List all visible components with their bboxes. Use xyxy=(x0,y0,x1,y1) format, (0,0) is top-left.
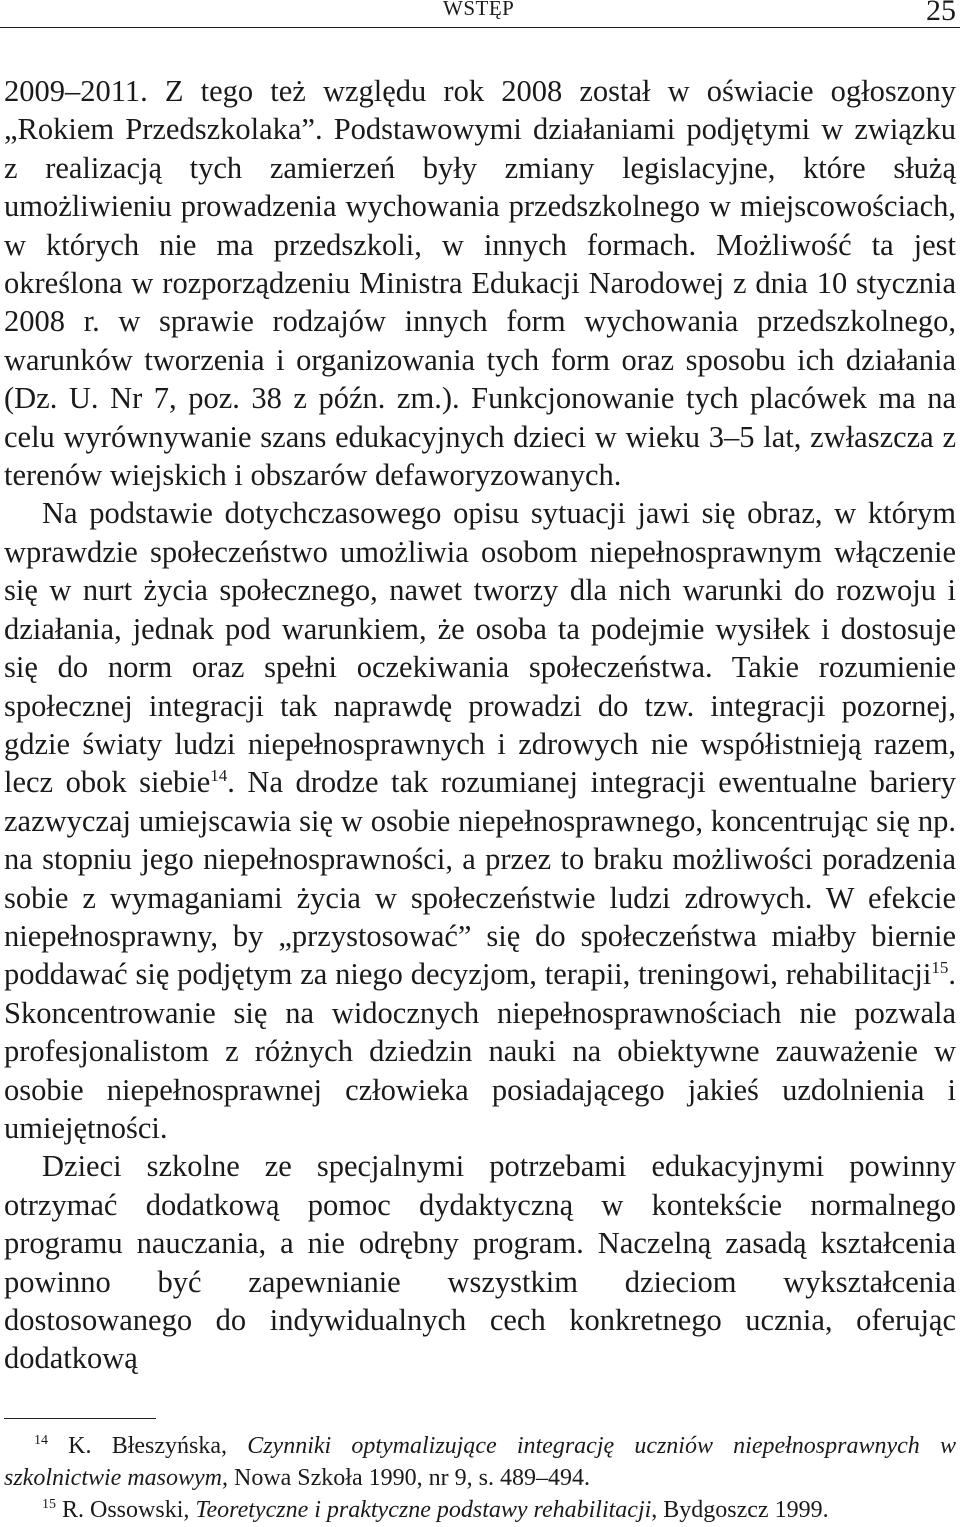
paragraph-3-text: Dzieci szkolne ze specjalnymi potrzebami edukacyjnymi powinny otrzymać dodatkową pomoc dydaktyczną w kontekście normalnego programu nauczania, a nie odrębny program. Naczelną zasadą kształcenia powinno być zapewnianie wszystkim dzieciom wykształcenia dostosowanego do indywidualnych cech konkretnego ucznia, oferując dodatkową xyxy=(4,1149,956,1376)
footnote-15 xyxy=(4,1494,956,1526)
footnote-14-source: , Nowa Szkoła 1990, nr 9, s. 489–494. xyxy=(221,1465,590,1491)
body-text xyxy=(4,72,956,1378)
footnote-14-author: K. Błeszyńska, xyxy=(48,1433,248,1459)
paragraph-2-text-b: . Na drodze tak rozumianej integracji ewentualne bariery zazwyczaj umiejscawia się w osobie niepełnosprawnego, koncentrując się np. na stopniu jego niepełnosprawności, a przez to braku możliwości poradzenia sobie z wymaganiami życia w społeczeństwie ludzi zdrowych. W efekcie niepełnosprawny, by „przystosować” się do społeczeństwa miałby biernie poddawać się podjętym za niego decyzjom, terapii, treningowi, rehabilitacji xyxy=(4,765,956,992)
paragraph-2 xyxy=(4,494,956,1147)
footnote-ref-14[interactable]: 14 xyxy=(210,766,228,786)
footnote-15-mark: 15 xyxy=(42,1497,56,1512)
header-rule xyxy=(0,27,960,28)
paragraph-1 xyxy=(4,72,956,494)
footnote-15-author: R. Ossowski, xyxy=(56,1497,196,1523)
page-number: 25 xyxy=(926,0,956,27)
footnotes xyxy=(4,1430,956,1526)
running-header xyxy=(0,0,960,40)
footnote-ref-15[interactable]: 15 xyxy=(931,958,949,978)
footnote-14 xyxy=(4,1430,956,1494)
running-header-title: WSTĘP xyxy=(443,0,515,20)
footnote-14-mark: 14 xyxy=(34,1433,48,1448)
footnote-15-title: Teoretyczne i praktyczne podstawy rehabilitacji xyxy=(195,1497,652,1523)
paragraph-2-text-c: . Skoncentrowanie się na widocznych niepełnosprawnościach nie pozwala profesjonalistom z różnych dziedzin nauki na obiektywne zauważenie w osobie niepełnosprawnej człowieka posiadającego jakieś uzdolnienia i umiejętności. xyxy=(4,957,956,1145)
paragraph-1-text: 2009–2011. Z tego też względu rok 2008 został w oświacie ogłoszony „Rokiem Przedszkolaka”. Podstawowymi działaniami podjętymi w związku z realizacją tych zamierzeń były zmiany legislacyjne, które służą umożliwieniu prowadzenia wychowania przedszkolnego w miejscowościach, w których nie ma przedszkoli, w innych formach. Możliwość ta jest określona w rozporządzeniu Ministra Edukacji Narodowej z dnia 10 stycznia 2008 r. w sprawie rodzajów innych form wychowania przedszkolnego, warunków tworzenia i organizowania tych form oraz sposobu ich działania (Dz. U. Nr 7, poz. 38 z późn. zm.). Funkcjonowanie tych placówek ma na celu wyrównywanie szans edukacyjnych dzieci w wieku 3–5 lat, zwłaszcza z terenów wiejskich i obszarów defaworyzowanych. xyxy=(4,74,956,493)
footnote-14-title: Czynniki optymalizujące integrację uczniów niepełnosprawnych w szkolnictwie masowym xyxy=(4,1433,956,1491)
footnote-15-source: , Bydgoszcz 1999. xyxy=(651,1497,829,1523)
paragraph-3 xyxy=(4,1147,956,1377)
footnote-rule xyxy=(4,1418,156,1419)
paragraph-2-text-a: Na podstawie dotychczasowego opisu sytuacji jawi się obraz, w którym wprawdzie społeczeństwo umożliwia osobom niepełnosprawnym włączenie się w nurt życia społecznego, nawet tworzy dla nich warunki do rozwoju i działania, jednak pod warunkiem, że osoba ta podejmie wysiłek i dostosuje się do norm oraz spełni oczekiwania społeczeństwa. Takie rozumienie społecznej integracji tak naprawdę prowadzi do tzw. integracji pozornej, gdzie światy ludzi niepełnosprawnych i zdrowych nie współistnieją razem, lecz obok siebie xyxy=(4,496,956,800)
